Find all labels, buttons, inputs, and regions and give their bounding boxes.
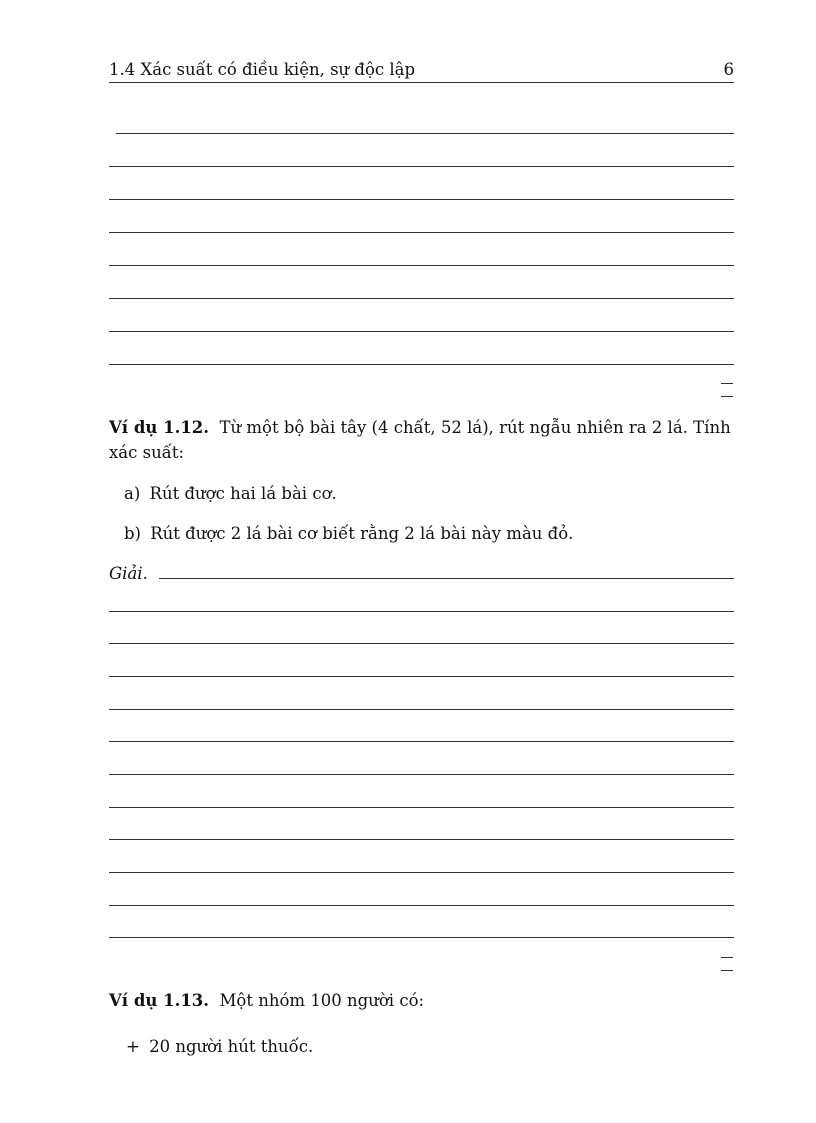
answer-line (109, 232, 734, 233)
answer-line (109, 364, 734, 365)
example-label: Ví dụ 1.13. (109, 991, 210, 1010)
answer-line (109, 774, 734, 775)
solution-label: Giải. (109, 564, 148, 583)
answer-line (109, 839, 734, 840)
example-text: Một nhóm 100 người có: (219, 991, 425, 1010)
answer-line (109, 709, 734, 710)
page-header (109, 58, 734, 83)
list-item-plus (126, 1037, 313, 1056)
answer-line (159, 578, 734, 579)
item-marker: a) (124, 484, 141, 503)
qed-box-symbol (721, 957, 733, 971)
example-1-12 (109, 415, 735, 465)
section-title: 1.4 Xác suất có điều kiện, sự độc lập (109, 60, 416, 79)
answer-line (116, 133, 734, 134)
answer-line (109, 298, 734, 299)
answer-line (109, 166, 734, 167)
example-text-line1: Từ một bộ bài tây (4 chất, 52 lá), rút ngẫu nhiên ra 2 lá. Tính (219, 418, 731, 437)
answer-line (109, 331, 734, 332)
item-marker: + (126, 1037, 140, 1056)
qed-box-symbol (721, 383, 733, 397)
list-item-b (124, 524, 573, 543)
answer-line (109, 199, 734, 200)
answer-line (109, 807, 734, 808)
answer-line (109, 872, 734, 873)
example-1-13 (109, 988, 735, 1013)
answer-line (109, 676, 734, 677)
item-text: 20 người hút thuốc. (149, 1037, 314, 1056)
list-item-a (124, 484, 337, 503)
page-number: 6 (723, 60, 734, 79)
answer-line (109, 265, 734, 266)
answer-line (109, 741, 734, 742)
answer-line (109, 643, 734, 644)
answer-line (109, 611, 734, 612)
item-text: Rút được 2 lá bài cơ biết rằng 2 lá bài này màu đỏ. (150, 524, 574, 543)
answer-line (109, 937, 734, 938)
example-label: Ví dụ 1.12. (109, 418, 210, 437)
answer-line (109, 905, 734, 906)
item-marker: b) (124, 524, 141, 543)
item-text: Rút được hai lá bài cơ. (149, 484, 337, 503)
example-text-line2: xác suất: (109, 443, 185, 462)
